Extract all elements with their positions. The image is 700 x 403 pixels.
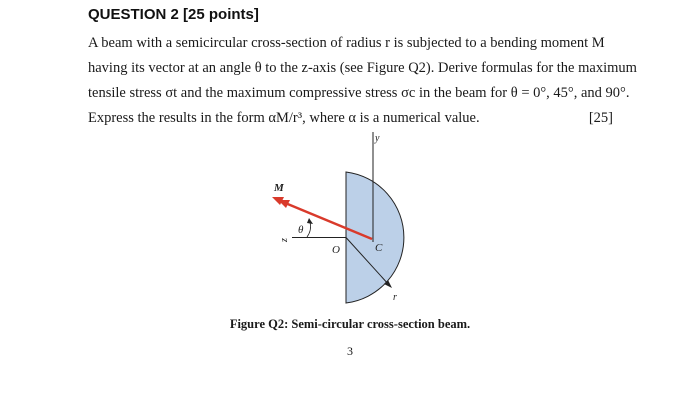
question-line-4 [88,106,613,131]
radius-label: r [393,292,397,303]
centroid-label: C [375,242,383,254]
question-title: QUESTION 2 [25 points] [88,6,259,23]
figure-caption: Figure Q2: Semi-circular cross-section beam. [229,317,471,331]
question-line-1: A beam with a semicircular cross-section of radius r is subjected to a bending moment M [88,35,605,51]
z-axis-label: z [279,238,290,242]
question-marks: [25] [588,110,613,126]
page-number: 3 [347,344,353,358]
figure-q2 [262,130,442,310]
question-text [88,31,637,131]
question-line-4-text: Express the results in the form αM/r³, where α is a numerical value. [88,110,480,126]
origin-label: O [332,244,340,256]
y-axis-label: y [375,133,380,144]
semicircle-section [346,172,404,303]
moment-label: M [274,182,284,194]
angle-arc [307,222,311,237]
question-line-3: tensile stress σt and the maximum compressive stress σc in the beam for θ = 0°, 45°, and 90°. [88,85,630,101]
angle-label: θ [298,224,304,236]
question-line-2: having its vector at an angle θ to the z-axis (see Figure Q2). Derive formulas for the maximum [88,60,637,76]
angle-arrowhead [307,218,313,224]
